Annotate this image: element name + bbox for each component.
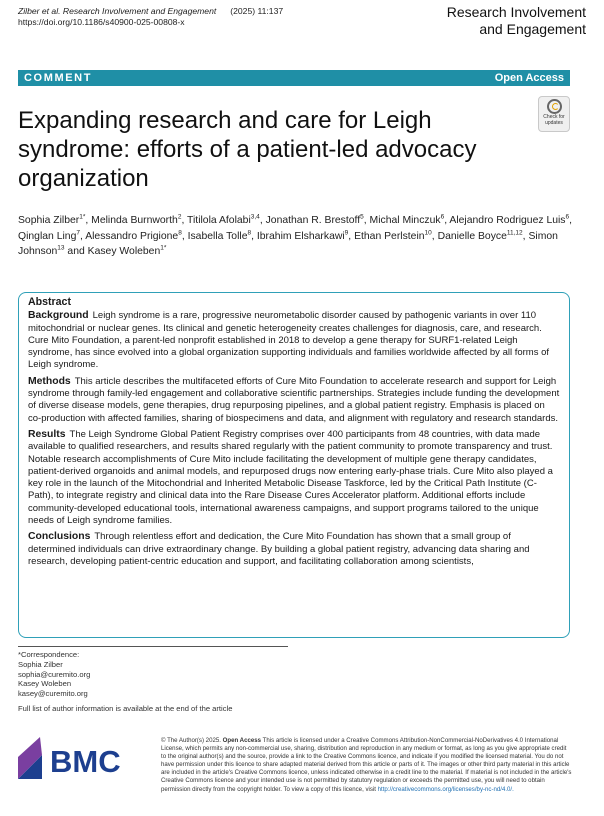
badge-line2: updates (545, 119, 563, 126)
author-text: Simon Johnson (18, 230, 558, 258)
author-name[interactable] (370, 215, 445, 226)
copyright-lead: © The Author(s) 2025. (161, 737, 221, 744)
author-name[interactable] (266, 215, 364, 226)
affiliation-mark: 5 (360, 213, 364, 221)
author-text: Melinda Burnworth (91, 215, 178, 226)
affiliation-mark: 6 (440, 213, 445, 221)
contact-email[interactable]: sophia@curemito.org (18, 669, 91, 679)
author-text: Danielle Boyce (437, 230, 507, 242)
author-name[interactable] (354, 231, 432, 242)
abstract-section-text: This article describes the multifaceted efforts of Cure Mito Foundation to accelerate research and support for Leigh syndrome through family-led engagement and collaborative scientific partnerships. Strategies include funding the development of diverse disease models, gene therapies, drug repurposing pipelines, and a global patient registry. Emphasis is placed on co-production with affected families, sharing of biospecimens and data, and alignment with regulatory and research standards. (28, 375, 560, 424)
abstract-section-text: The Leigh Syndrome Global Patient Registry comprises over 400 participants from 48 countries, with data made available to qualified researchers, and results shared regularly with the patient community to promote transparency and trust. Notable research accomplishments of Cure Mito include facilitating the development of multiple gene therapy candidates, patient-derived organoids and animal models, and repurposed drugs now entering early-phase trials. Cure Mito also played a key role in the launch of the Mitochondrial and Inherited Metabolic Disease Taskforce, led by the Critical Path Institute (C-Path), to integrate registry and clinical data into the Rare Disease Cures Accelerator platform. Additional efforts include community-developed educational tools, international awareness campaigns, and support programs tailored to the unique needs of Leigh syndrome families. (28, 428, 553, 527)
footnote-divider (18, 646, 288, 647)
affiliation-mark: 6 (565, 213, 570, 221)
author-text: Ethan Perlstein (354, 230, 425, 242)
abstract-section-label: Conclusions (28, 531, 91, 543)
affiliation-mark: 9 (344, 229, 349, 237)
abstract-section (28, 429, 560, 527)
contact-email[interactable]: kasey@curemito.org (18, 689, 88, 699)
author-text: Michal Minczuk (369, 215, 441, 226)
citation: Zilber et al. Research Involvement and Engagement (18, 6, 217, 16)
update-icon (547, 99, 562, 114)
check-for-updates-button[interactable] (538, 96, 570, 132)
author-text: Ibrahim Elsharkawi (256, 230, 345, 242)
article-type-bar (18, 70, 570, 86)
affiliation-mark: 10 (424, 229, 432, 237)
author-name[interactable] (449, 215, 569, 226)
journal-name (447, 4, 586, 38)
license-link[interactable]: http://creativecommons.org/licenses/by-nc-nd/4.0/. (377, 785, 514, 793)
author-text: Kasey Woleben (87, 246, 161, 258)
contact-name: Kasey Woleben (18, 679, 72, 689)
affiliation-mark: 1* (160, 244, 167, 252)
logo-text: BMC (50, 744, 121, 779)
abstract-section (28, 376, 560, 425)
license-statement (161, 737, 573, 794)
abstract-section-text: Through relentless effort and dedication, the Cure Mito Foundation has shown that a small group of determined individuals can drive extraordinary change. By building a global patient registry, advancing data sharing and research, developing patient-centric education and support, and facilitating collaboration among scientists, (28, 531, 530, 567)
author-text: Alessandro Prigione (85, 230, 179, 242)
author-text: Titilola Afolabi (187, 215, 251, 226)
year-volume: (2025) 11:137 (230, 6, 284, 16)
author-name[interactable] (257, 231, 348, 242)
affiliation-mark: 2 (177, 213, 182, 221)
affiliation-mark: 11,12 (506, 229, 523, 237)
journal-name-line2: and Engagement (479, 21, 586, 37)
full-list-note: Full list of author information is available at the end of the article (18, 704, 233, 713)
article-type: COMMENT (24, 72, 93, 84)
author-conjunction: and (64, 246, 88, 258)
bmc-logo (18, 737, 148, 779)
author-name[interactable] (85, 231, 182, 242)
abstract-section-label: Results (28, 428, 66, 440)
author-name[interactable] (188, 231, 252, 242)
affiliation-mark: 8 (247, 229, 252, 237)
journal-name-line1: Research Involvement (446, 4, 586, 20)
author-text: Sophia Zilber (18, 215, 80, 226)
affiliation-mark: 3,4 (250, 213, 260, 221)
license-text: This article is licensed under a Creative Commons Attribution-NonCommercial-NoDerivatives 4.0 International License, which permits any non-commercial use, sharing, distribution and reproduction in any medium or format, as long as you give appropriate credit to the original author(s) and the source, provide a link to the Creative Commons licence, and indicate if you modified the licensed material. You do not have permission under this licence to share adapted material derived from this article or parts of it. The images or other third party material in this article are included in the article's Creative Commons licence, unless indicated otherwise in a credit line to the material. If material is not included in the article's Creative Commons licence and your intended use is not permitted by statutory regulation or exceeds the permitted use, you will need to obtain permission directly from the copyright holder. To view a copy of this licence, visit (161, 737, 572, 793)
abstract-section (28, 310, 560, 371)
author-name[interactable] (18, 231, 80, 242)
abstract-box (18, 292, 570, 638)
author-name[interactable] (187, 215, 260, 226)
article-title: Expanding research and care for Leigh syndrome: efforts of a patient-led advocacy organization (18, 107, 477, 192)
abstract-section-text: Leigh syndrome is a rare, progressive neurometabolic disorder caused by pathogenic variants in over 110 mitochondrial or nuclear genes. Its clinical and genetic heterogeneity creates challenges for diagnosis, care, and research. Cure Mito Foundation, a parent-led nonprofit established in 2018 to develop a gene therapy for SURF1-related Leigh syndrome, has since evolved into a global organization supporting individuals and families worldwide affected by all forms of Leigh syndrome. (28, 310, 550, 371)
affiliation-mark: 13 (57, 244, 65, 252)
abstract-heading: Abstract (28, 296, 71, 308)
author-name[interactable] (91, 215, 181, 226)
author-text: Qinglan Ling (18, 230, 77, 242)
running-header (18, 6, 283, 28)
author-name[interactable] (88, 246, 167, 257)
affiliation-mark: 1* (79, 213, 86, 221)
author-list: Sophia Zilber$^{1*}$, Melinda Burnworth$^2$, Titilola Afolabi$^{3,4}$, Jonathan R. Brestoff$^5$, Michal Minczuk$^6$, Alejandro Rodriguez Luis$^6$, Qinglan Ling$^7$, Alessandro Prigione$^8$, Isabella Tolle$^8$, Ibrahim Elsharkawi$^9$, Ethan Perlstein$^{10}$, Danielle Boyce$^{11,12}$, Simon Johnson$^{13}$ and Kasey Woleben$^{1*}$ (18, 213, 573, 258)
doi-link[interactable]: https://doi.org/10.1186/s40900-025-00808-x (18, 17, 185, 27)
license-open-access: Open Access (222, 737, 262, 744)
badge-line1: Check for (543, 114, 565, 120)
correspondence-block (18, 650, 90, 699)
author-name[interactable] (18, 215, 85, 226)
author-text: Alejandro Rodriguez Luis (449, 215, 566, 226)
affiliation-mark: 8 (178, 229, 182, 237)
abstract-section (28, 531, 560, 568)
author-name[interactable] (438, 231, 523, 242)
open-access-label: Open Access (494, 72, 564, 84)
affiliation-mark: 7 (76, 229, 80, 237)
abstract-section-label: Background (28, 310, 89, 322)
contact-name: Sophia Zilber (18, 659, 63, 669)
author-text: Isabella Tolle (187, 230, 248, 242)
author-text: Jonathan R. Brestoff (265, 215, 361, 226)
abstract-section-label: Methods (28, 375, 71, 387)
correspondence-heading: *Correspondence: (18, 650, 80, 659)
